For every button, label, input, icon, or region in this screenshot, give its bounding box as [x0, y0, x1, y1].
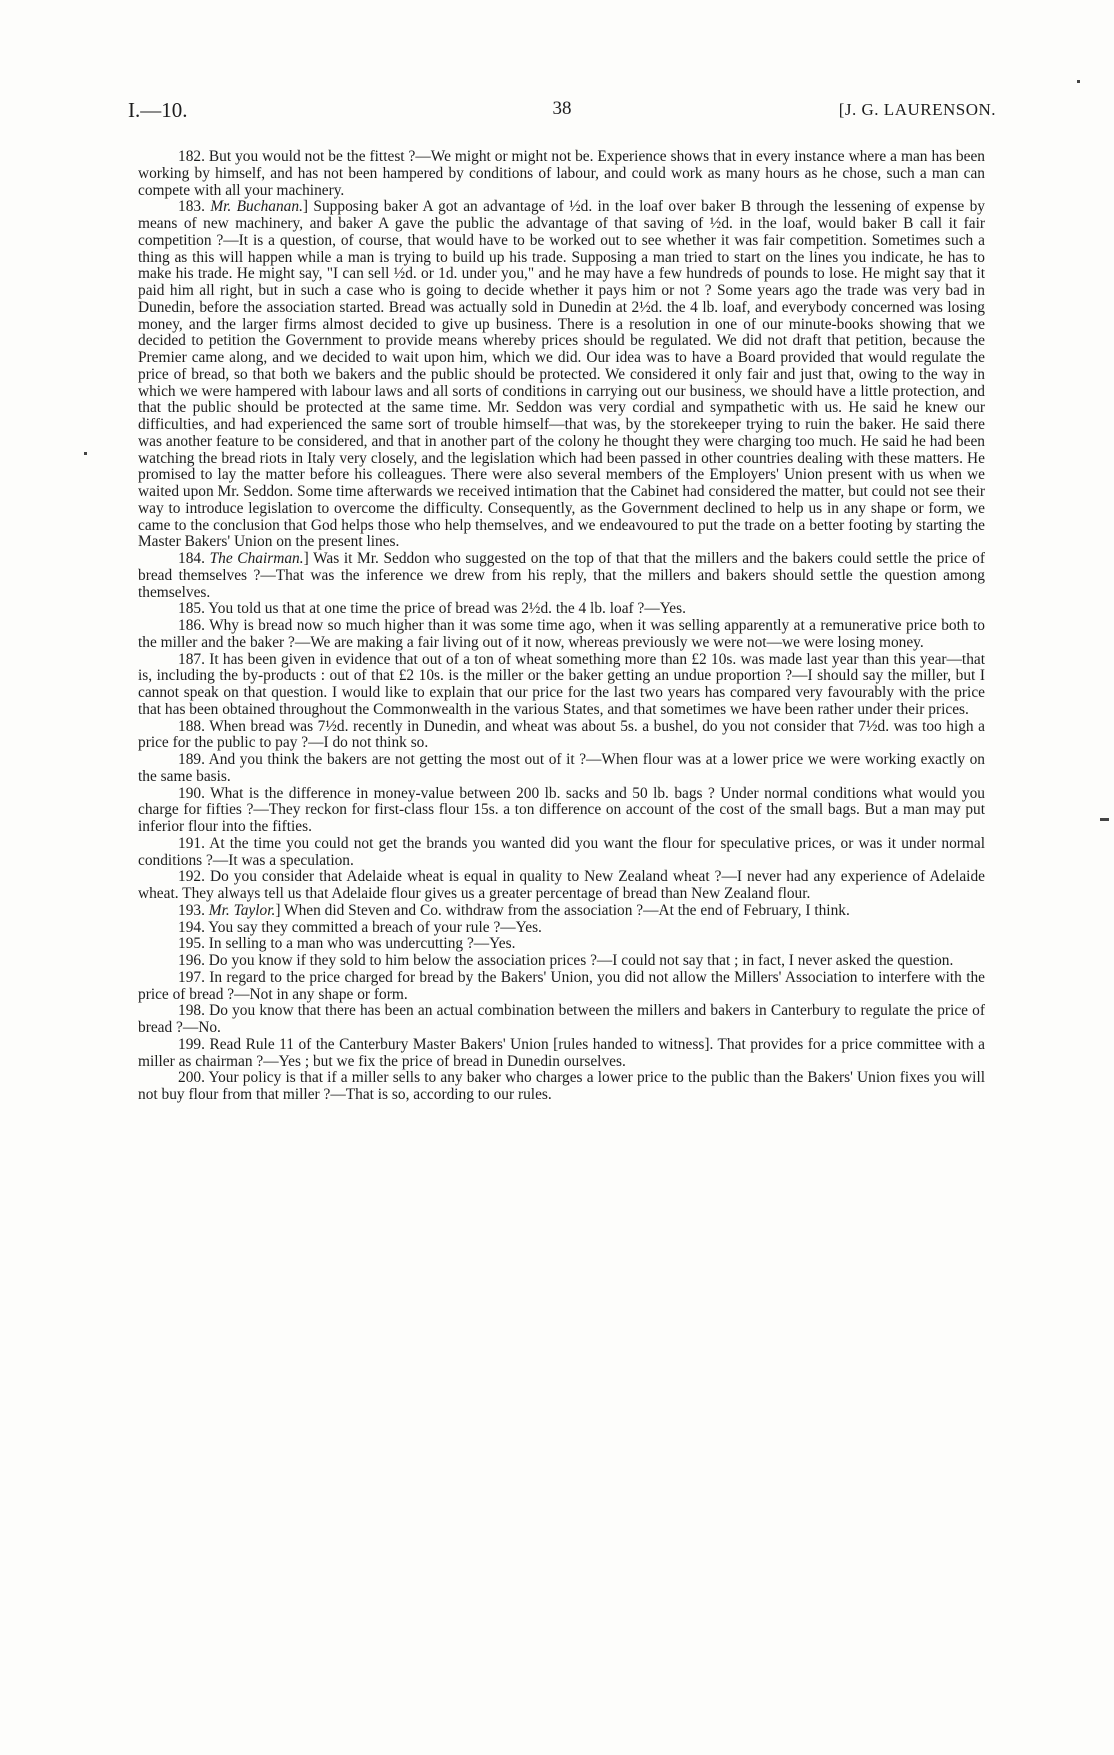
- paragraph-text: 186. Why is bread now so much higher than it was some time ago, when it was selling apparently at a remunerative price both to the miller and the baker ?—We are making a fair living out of it now, whereas previously we were not—we were losing money.: [138, 617, 985, 651]
- paragraph-185: [138, 601, 985, 618]
- page-header: [128, 98, 996, 124]
- paragraph-text: ] Was it Mr. Seddon who suggested on the top of that that the millers and the bakers could settle the price of bread themselves ?—That was the inference we drew from his reply, that the millers and bakers should settle the question among themselves.: [138, 550, 985, 601]
- paragraph-188: [138, 719, 985, 753]
- paragraph-text: 188. When bread was 7½d. recently in Dunedin, and wheat was about 5s. a bushel, do you not consider that 7½d. was too high a price for the public to pay ?—I do not think so.: [138, 717, 985, 752]
- paragraph-182: [138, 149, 985, 199]
- scan-dash: [1100, 818, 1109, 821]
- speaker-name: The Chairman.: [209, 550, 304, 567]
- speaker-name: Mr. Buchanan.: [210, 198, 303, 216]
- paragraph-text: 197. In regard to the price charged for bread by the Bakers' Union, you did not allow the Millers' Association to interfere with the price of bread ?—Not in any shape or form.: [138, 968, 985, 1003]
- paragraph-number: 183.: [178, 198, 211, 216]
- paragraph-number: 184.: [178, 550, 210, 567]
- paragraph-200: [138, 1070, 985, 1104]
- paragraph-191: [138, 836, 985, 870]
- paragraph-183: [138, 199, 985, 551]
- paragraph-number: 193.: [178, 901, 209, 919]
- report-reference: I.—10.: [128, 98, 188, 122]
- paragraph-text: ] Supposing baker A got an advantage of ½d. in the loaf over baker B through the lessening of expense by means of new machinery, and baker A gave the public the advantage of that saving of ½d. in the loaf, would baker B call it fair competition ?—It is a question, of course, that would have to be worked out to see whether it was fair competition. Sometimes such a thing as this will happen while a man is trying to build up his trade. Supposing a man tried to start on the lines you indicate, he has to make his trade. He might say, "I can sell ½d. or 1d. under you," and he may have a few hundreds of pounds to lose. He might say that it paid him all right, but in such a case who is going to decide whether it pays him or not ? Some years ago the trade was very bad in Dunedin, before the association started. Bread was actually sold in Dunedin at 2½d. the 4 lb. loaf, and everybody concerned was losing money, and the larger firms almost decided to give up business. There is a resolution in one of our minute-books showing that we decided to petition the Government to provide means whereby prices should be regulated. We did not draft that petition, because the Premier came along, and we decided to wait upon him, which we did. Our idea was to have a Board provided that would regulate the price of bread, so that both we bakers and the public should be protected. We considered it only fair and just that, owing to the way in which we were hampered with labour laws and all sorts of conditions in carrying out our business, we should have a little protection, and that the public should be protected at the same time. Mr. Seddon was very cordial and sympathetic with us. He said he knew our difficulties, and had experienced the same sort of trouble himself—that was, by the storekeeper trying to ruin the baker. He said there was another feature to be considered, and that in another part of the colony he thought they were charging too much. He said he had been watching the bread riots in Italy very closely, and the legislation which had been passed in other countries dealing with these matters. He promised to lay the matter before his colleagues. There were also several members of the Employers' Union present with us when we waited upon Mr. Seddon. Some time afterwards we received intimation that the Cabinet had considered the matter, but could not see their way to introduce legislation to overcome the difficulty. Consequently, as the Government declined to help us in any shape or form, we came to the conclusion that God helps those who help themselves, and we endeavoured to put the trade on a better footing by starting the Master Bakers' Union on the present lines.: [138, 198, 985, 551]
- paragraph-text: 190. What is the difference in money-value between 200 lb. sacks and 50 lb. bags ? Under normal conditions what would you charge for fifties ?—They reckon for first-class flour 15s. a ton difference on account of the cost of the small bags. But a man may put inferior flour into the fifties.: [138, 784, 985, 835]
- paragraph-text: 185. You told us that at one time the price of bread was 2½d. the 4 lb. loaf ?—Yes.: [178, 600, 686, 618]
- paragraph-text: ] When did Steven and Co. withdraw from the association ?—At the end of February, I think.: [275, 901, 850, 919]
- paragraph-190: [138, 786, 985, 836]
- paragraph-199: [138, 1037, 985, 1071]
- paragraph-text: 200. Your policy is that if a miller sells to any baker who charges a lower price to the public than the Bakers' Union fixes you will not buy flour from that miller ?—That is so, according to our rules.: [138, 1069, 985, 1103]
- paragraph-text: 191. At the time you could not get the brands you wanted did you want the flour for speculative prices, or was it under normal conditions ?—It was a speculation.: [138, 834, 985, 869]
- paragraph-text: 194. You say they committed a breach of your rule ?—Yes.: [178, 918, 542, 936]
- scan-speck: [1077, 80, 1080, 83]
- paragraph-189: [138, 752, 985, 786]
- paragraph-195: [138, 936, 985, 953]
- paragraph-198: [138, 1003, 985, 1037]
- paragraph-186: [138, 618, 985, 652]
- paragraph-184: [138, 551, 985, 601]
- paragraph-193: [138, 903, 985, 920]
- paragraph-197: [138, 970, 985, 1004]
- paragraph-text: 189. And you think the bakers are not getting the most out of it ?—When flour was at a lower price we were working exactly on the same basis.: [138, 751, 985, 785]
- paragraph-text: 192. Do you consider that Adelaide wheat is equal in quality to New Zealand wheat ?—I never had any experience of Adelaide wheat. They always tell us that Adelaide flour gives us a greater percentage of bread than New Zealand flour.: [138, 868, 985, 902]
- witness-name: [J. G. LAURENSON.: [838, 100, 996, 119]
- paragraph-194: [138, 920, 985, 937]
- paragraph-196: [138, 953, 985, 970]
- paragraph-text: 196. Do you know if they sold to him below the association prices ?—I could not say that ; in fact, I never asked the question.: [178, 952, 954, 969]
- paragraph-text: 199. Read Rule 11 of the Canterbury Master Bakers' Union [rules handed to witness]. That provides for a price committee with a miller as chairman ?—Yes ; but we fix the price of bread in Dunedin ourselves.: [138, 1035, 985, 1070]
- paragraph-text: 187. It has been given in evidence that out of a ton of wheat something more than £2 10s. was made last year than this year—that is, including the by-products : out of that £2 10s. is the miller or the baker getting an undue proportion ?—I should say the miller, but I cannot speak on that question. I would like to explain that our price for the last two years has compared very favourably with the price that has been obtained throughout the Commonwealth in the various States, and that sometimes we have been rather under their prices.: [138, 650, 985, 718]
- paragraph-text: 198. Do you know that there has been an actual combination between the millers and bakers in Canterbury to regulate the price of bread ?—No.: [138, 1002, 985, 1036]
- scan-speck: [84, 452, 87, 455]
- paragraph-text: 182. But you would not be the fittest ?—We might or might not be. Experience shows that in every instance where a man has been working by himself, and has not been hampered by conditions of labour, and could work as many hours as he chose, such a man can compete with all your machinery.: [138, 148, 985, 199]
- page-number: 38: [552, 98, 572, 119]
- speaker-name: Mr. Taylor.: [208, 901, 276, 919]
- paragraph-text: 195. In selling to a man who was undercutting ?—Yes.: [178, 935, 516, 953]
- paragraph-187: [138, 652, 985, 719]
- paragraph-192: [138, 869, 985, 903]
- evidence-body: [138, 149, 985, 1104]
